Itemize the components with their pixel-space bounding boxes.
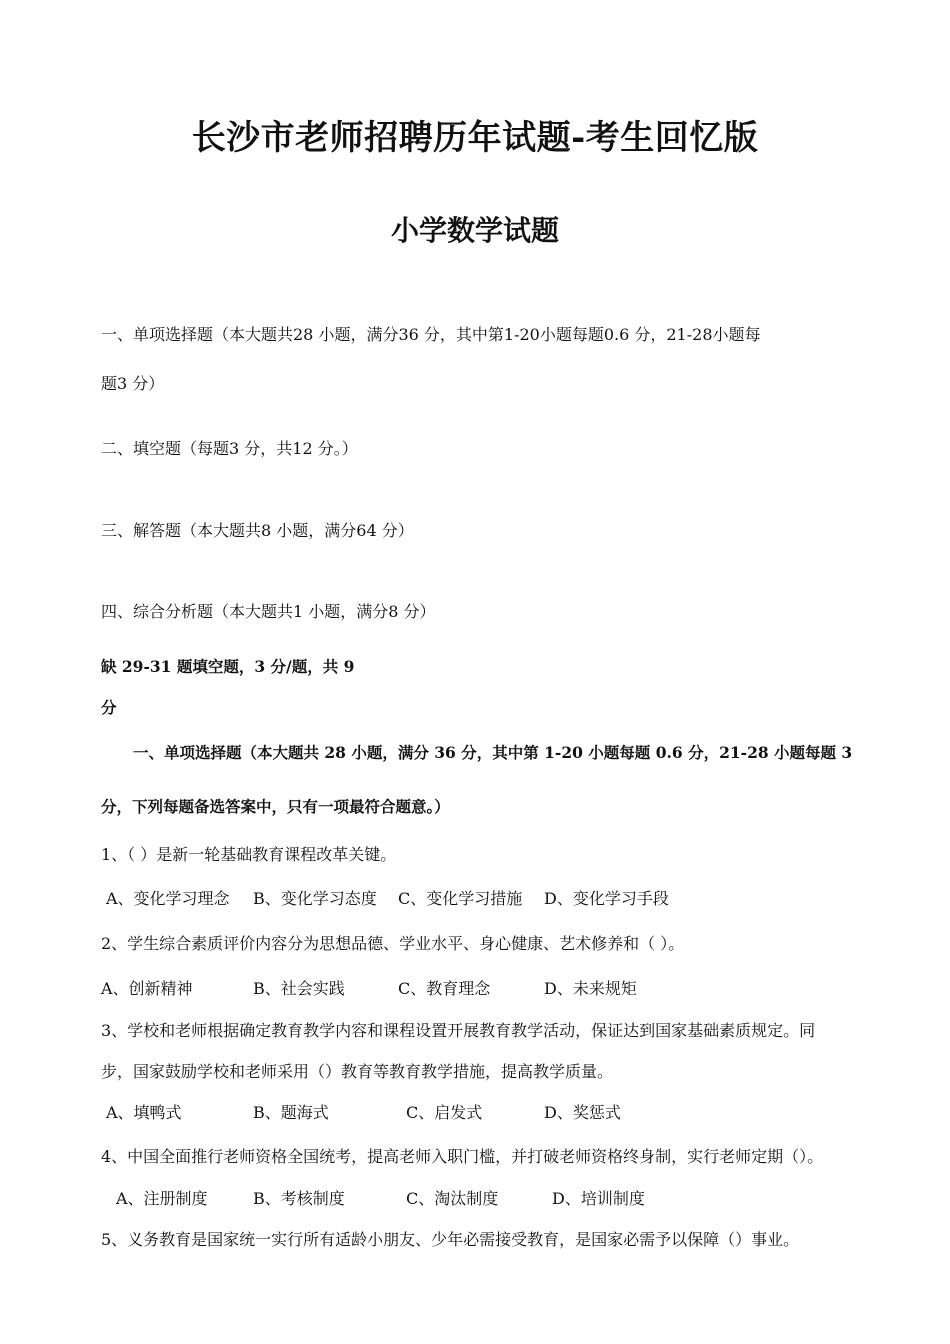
section-2-heading: 二、填空题（每题3 分，共12 分。） (101, 439, 358, 458)
question-2-stem: 2、学生综合素质评价内容分为思想品德、学业水平、身心健康、艺术修养和（ ）。 (101, 934, 685, 953)
part-1-header: 一、单项选择题（本大题共 28 小题，满分 36 分，其中第 1-20 小题每题 0.6 分，21-28 小题每题 3 (133, 743, 853, 762)
part-1-header-cont: 分，下列每题备选答案中，只有一项最符合题意。） (101, 797, 450, 816)
question-3-option-a: A、填鸭式 (106, 1103, 182, 1122)
question-4-option-b: B、考核制度 (253, 1189, 345, 1208)
question-3-stem: 3、学校和老师根据确定教育教学内容和课程设置开展教育教学活动，保证达到国家基础素质规定。同 (101, 1021, 816, 1040)
section-4-heading: 四、综合分析题（本大题共1 小题，满分8 分） (101, 602, 436, 621)
section-1-heading-cont: 题3 分） (101, 374, 165, 393)
question-1-option-d: D、变化学习手段 (544, 889, 669, 908)
question-1-option-c: C、变化学习措施 (398, 889, 523, 908)
section-1-heading: 一、单项选择题（本大题共28 小题，满分36 分，其中第1-20小题每题0.6 分，21-28小题每 (101, 325, 761, 344)
question-4-option-d: D、培训制度 (552, 1189, 645, 1208)
question-3-stem-cont: 步，国家鼓励学校和老师采用（）教育等教育教学措施，提高教学质量。 (101, 1062, 614, 1081)
question-2-option-d: D、未来规矩 (544, 979, 637, 998)
question-4-option-c: C、淘汰制度 (406, 1189, 499, 1208)
question-1-option-b: B、变化学习态度 (253, 889, 377, 908)
question-2-option-b: B、社会实践 (253, 979, 345, 998)
question-2-option-a: A、创新精神 (101, 979, 193, 998)
question-5-stem: 5、义务教育是国家统一实行所有适龄小朋友、少年必需接受教育，是国家必需予以保障（）事业。 (101, 1230, 800, 1249)
document-title: 长沙市老师招聘历年试题-考生回忆版 (191, 118, 759, 158)
question-1-option-a: A、变化学习理念 (106, 889, 230, 908)
missing-note-cont: 分 (101, 698, 117, 717)
question-4-option-a: A、注册制度 (116, 1189, 208, 1208)
question-3-option-c: C、启发式 (406, 1103, 483, 1122)
question-3-option-b: B、题海式 (253, 1103, 329, 1122)
question-2-option-c: C、教育理念 (398, 979, 491, 998)
question-4-stem: 4、中国全面推行老师资格全国统考，提高老师入职门槛，并打破老师资格终身制，实行老师定期（）。 (101, 1147, 824, 1166)
section-3-heading: 三、解答题（本大题共8 小题，满分64 分） (101, 521, 414, 540)
question-3-option-d: D、奖惩式 (544, 1103, 621, 1122)
question-1-stem: 1、（ ）是新一轮基础教育课程改革关键。 (101, 845, 397, 864)
document-subtitle: 小学数学试题 (390, 214, 559, 247)
missing-note: 缺 29-31 题填空题，3 分/题，共 9 (101, 657, 355, 676)
